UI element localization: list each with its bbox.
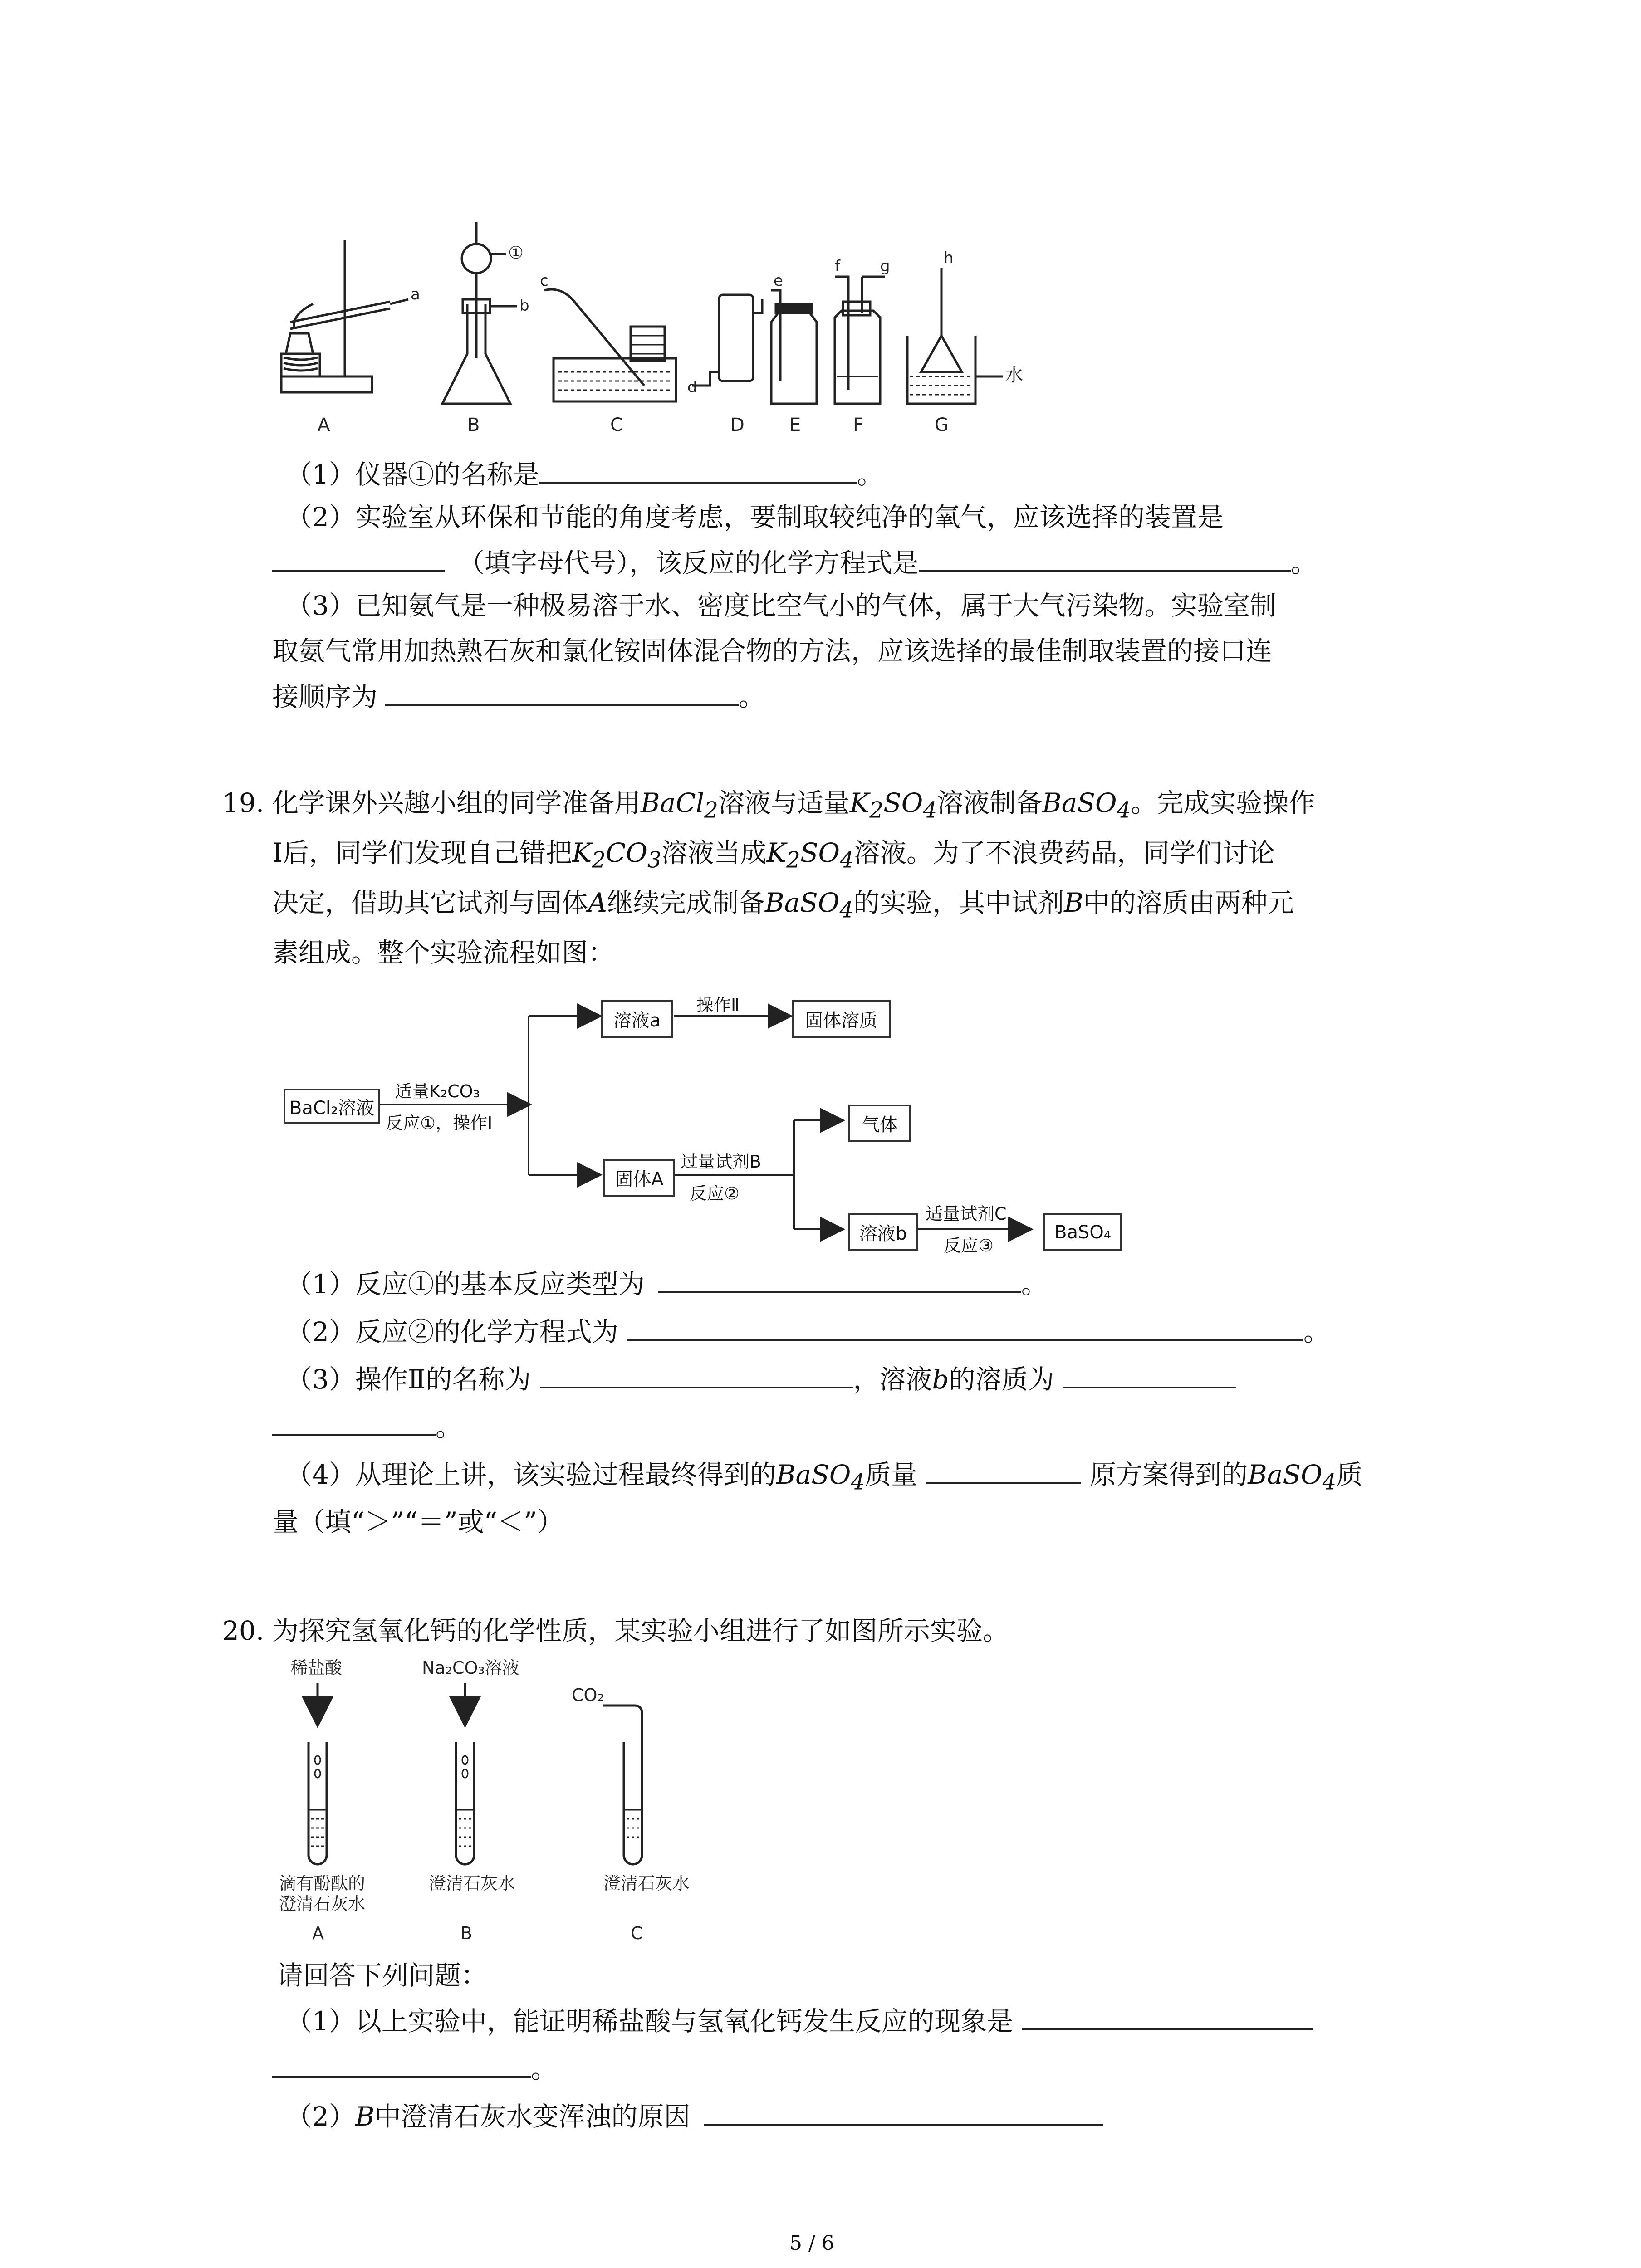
flow-gas-box: 气体 (848, 1105, 911, 1142)
q19-p3-line2: 。 (272, 1411, 462, 1443)
q19-p1-blank[interactable] (658, 1268, 1021, 1293)
q20-number: 20. (222, 1615, 265, 1646)
tube-b-reagent: Na₂CO₃溶液 (422, 1658, 519, 1678)
q19-intro-line3: 决定，借助其它试剂与固体A继续完成制备BaSO$_4$的实验，其中试剂B中的溶质由两种元 (272, 887, 1294, 923)
marker-1: ① (508, 243, 524, 263)
flow-start-box: BaCl₂溶液 (284, 1089, 380, 1124)
flow-solution-a-box: 溶液a (601, 1000, 673, 1038)
q20-p2-blank[interactable] (704, 2100, 1103, 2126)
apparatus-f (835, 277, 885, 404)
apparatus-g (907, 268, 1003, 404)
q19-p1: （1）反应①的基本反应类型为 。 (286, 1269, 1048, 1300)
apparatus-e (771, 290, 817, 404)
q20-intro: 为探究氢氧化钙的化学性质，某实验小组进行了如图所示实验。 (272, 1615, 1009, 1646)
q19-number: 19. (222, 787, 265, 818)
q19-p4-blank[interactable] (926, 1458, 1081, 1484)
flow-reagent-c: 适量试剂C (926, 1204, 1007, 1224)
flow-solid-a-box: 固体A (603, 1159, 675, 1197)
q19-p3-blank2[interactable] (1063, 1363, 1236, 1388)
port-a: a (411, 285, 420, 303)
flow-step1-top: 适量K₂CO₃ (395, 1081, 480, 1101)
flow-op2-label: 操作Ⅱ (696, 995, 740, 1015)
q18-p2-blank2[interactable] (919, 547, 1291, 572)
port-b: b (519, 297, 529, 315)
apparatus-figure (272, 213, 1089, 449)
q18-p1: （1）仪器①的名称是 。 (286, 459, 883, 490)
port-f: f (835, 257, 840, 275)
page-number: 5 / 6 (789, 2232, 834, 2255)
q18-p3-blank[interactable] (385, 680, 739, 706)
q19-p4-line2: 量（填“＞”“＝”或“＜”） (272, 1506, 563, 1537)
apparatus-label-d: D (730, 415, 745, 435)
flow-solid-solute-box: 固体溶质 (792, 1000, 891, 1038)
tube-b-label: B (460, 1923, 473, 1943)
q19-intro-line1: 化学课外兴趣小组的同学准备用BaCl$_2$溶液与适量$K_2SO_4$溶液制备BaSO$_4$。完成实验操作 (272, 787, 1315, 823)
apparatus-d (692, 295, 762, 386)
q20-test-tubes-figure (272, 1656, 771, 1950)
port-h: h (944, 249, 954, 267)
apparatus-label-g: G (935, 415, 949, 435)
tube-b-liquid: 澄清石灰水 (429, 1873, 515, 1893)
tube-a-liquid-line1: 滴有酚酞的 (279, 1873, 366, 1893)
tube-a-liquid-line2: 澄清石灰水 (279, 1894, 366, 1914)
q20-p2: （2）B中澄清石灰水变浑浊的原因 (286, 2100, 1103, 2132)
q18-p2-line2: （填字母代号），该反应的化学方程式是 。 (272, 547, 1317, 579)
q19-p3-blank3[interactable] (272, 1411, 436, 1436)
q18-p3-line2: 取氨气常用加热熟石灰和氯化铵固体混合物的方法，应该选择的最佳制取装置的接口连 (272, 635, 1273, 666)
q20-p1-line1: （1）以上实验中，能证明稀盐酸与氢氧化钙发生反应的现象是 (286, 2005, 1313, 2037)
q20-p1-blank1[interactable] (1022, 2005, 1313, 2030)
apparatus-label-c: C (610, 415, 623, 435)
flow-reaction-3: 反应③ (944, 1236, 994, 1256)
q19-p2: （2）反应②的化学方程式为 。 (286, 1316, 1330, 1347)
apparatus-label-b: B (467, 415, 480, 435)
q19-intro-line2: Ⅰ后，同学们发现自己错把$K_2CO_3$溶液当成$K_2SO_4$溶液。为了不浪费药品，同学们讨论 (272, 837, 1275, 873)
apparatus-label-a: A (318, 415, 330, 435)
q20-prompt: 请回答下列问题： (277, 1960, 488, 1991)
flow-product-box: BaSO₄ (1043, 1213, 1122, 1251)
flow-reagent-b: 过量试剂B (681, 1152, 762, 1172)
apparatus-c (544, 289, 676, 401)
q18-p2-line1: （2）实验室从环保和节能的角度考虑，要制取较纯净的氧气，应该选择的装置是 (286, 502, 1224, 533)
port-e: e (774, 272, 783, 290)
q20-p1-line2: 。 (272, 2053, 557, 2085)
apparatus-label-f: F (853, 415, 864, 435)
apparatus-label-e: E (789, 415, 801, 435)
tube-c-liquid: 澄清石灰水 (603, 1873, 690, 1893)
q20-p1-blank2[interactable] (272, 2053, 531, 2078)
q19-p3-blank1[interactable] (540, 1363, 853, 1388)
q18-p1-blank[interactable] (539, 458, 857, 484)
tube-c-label: C (631, 1923, 643, 1943)
tube-c-reagent: CO₂ (572, 1685, 604, 1705)
port-c: c (540, 272, 549, 290)
q19-p4-line1: （4）从理论上讲，该实验过程最终得到的BaSO$_4$质量 原方案得到的BaSO$_4$质 (286, 1459, 1363, 1495)
tube-a-reagent: 稀盐酸 (290, 1658, 343, 1678)
apparatus-a (281, 240, 408, 392)
q18-p2-blank1[interactable] (272, 547, 445, 572)
q19-p2-blank[interactable] (627, 1315, 1303, 1341)
water-label: 水 (1005, 365, 1023, 386)
apparatus-b (442, 222, 517, 404)
q19-p3-line1: （3）操作Ⅱ的名称为 ，溶液b的溶质为 (286, 1363, 1236, 1395)
flow-reaction-2: 反应② (690, 1183, 740, 1203)
q18-p3-line3: 接顺序为 。 (272, 681, 765, 712)
q18-p3-line1: （3）已知氨气是一种极易溶于水、密度比空气小的气体，属于大气污染物。实验室制 (286, 590, 1276, 621)
q19-intro-line4: 素组成。整个实验流程如图： (272, 937, 615, 968)
flow-step1-bottom: 反应①，操作Ⅰ (386, 1113, 493, 1133)
tube-a-label: A (312, 1923, 324, 1943)
port-g: g (880, 257, 890, 275)
port-d: d (687, 378, 697, 396)
flow-solution-b-box: 溶液b (848, 1213, 918, 1251)
